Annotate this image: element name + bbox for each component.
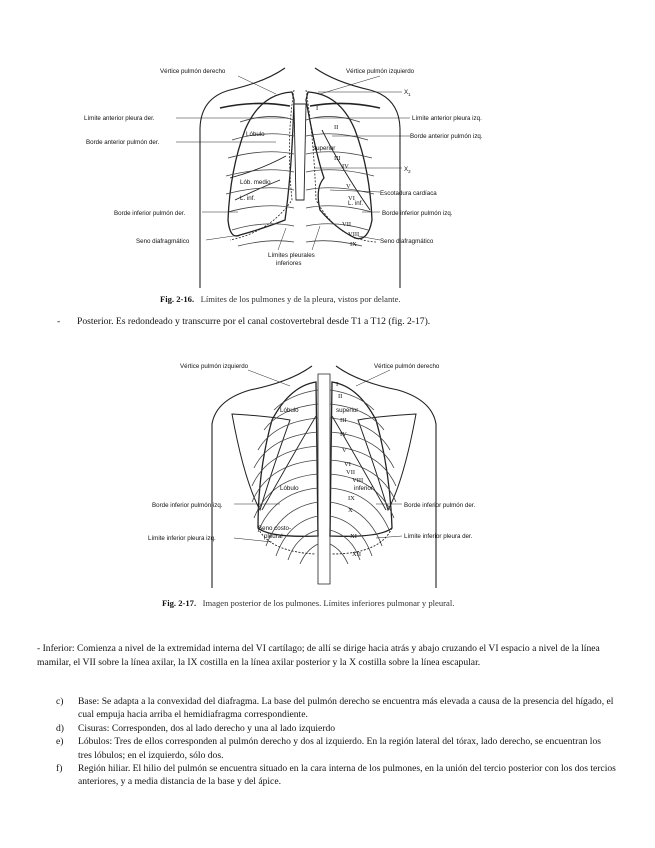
label-lobe-lower2: inferior [354,485,373,492]
anterior-lungs-illustration [80,60,500,290]
label-border-inf-left: Borde inferior pulmón izq. [152,502,223,509]
label-lobe-upper: Lóbulo [280,407,299,414]
rib-label: I [316,105,319,112]
label-apex-right: Vértice pulmón derecho [374,363,440,370]
label-apex-right: Vértice pulmón derecho [160,68,226,75]
label-lobe-upper2: superior [313,145,336,152]
label-sinus-2: pleural [264,533,283,540]
rib-label: IX [348,495,355,502]
rib-label: XI [350,533,357,540]
rib-label: VIII [352,477,364,484]
item-marker: c) [56,696,64,707]
label-sinus: Seno costo- [258,525,292,532]
figure-anterior-lungs [80,60,500,290]
item-text: Región hiliar. El hilio del pulmón se encuentra situado en la cara interna de los pulmones, en la unión del tercio posterior con los dos tercios anteriores, y a media distancia de la base y del ápice. [78,763,616,788]
caption-number: Fig. 2-17. [162,598,197,608]
label-border-inf-left: Borde inferior pulmón izq. [382,210,453,217]
list-item [56,695,616,722]
label-cardiac-notch: Escotadura cardíaca [380,190,437,197]
rib-label: VIII [348,231,360,238]
label-lobe-upper2: superior [336,407,359,414]
label-border-ant-left: Borde anterior pulmón izq. [410,133,483,140]
label-border-inf-right: Borde inferior pulmón der. [114,210,186,217]
rib-label: IV [342,163,349,170]
rib-label: III [334,155,341,162]
label-lobe-middle: Lób. medio [240,179,271,186]
rib-label: X [348,507,353,514]
label-x1: $X_1$ [404,89,411,97]
rib-label: VII [346,469,356,476]
rib-label: VII [342,221,352,228]
rib-label: III [340,417,347,424]
rib-label: XII [352,551,362,558]
list-item [56,722,616,735]
label-pleura-ant-right: Límite anterior pleura der. [84,115,155,122]
inferior-paragraph: - Inferior: Comienza a nivel de la extremidad interna del VI cartílago; de allí se dirige hacia atrás y abajo cruzando el VI espacio a nivel de la línea mamilar, el VII sobre la línea axilar, la IX costilla en la línea axilar posterior y la X costilla sobre la línea escapular. [37,643,600,668]
item-text: Lóbulos: Tres de ellos corresponden al pulmón derecho y dos al izquierdo. En la región lateral del tórax, lado derecho, se encuentran los tres lóbulos; en el izquierdo, sólo dos. [78,736,601,761]
rib-label: V [342,447,347,454]
rib-label: II [334,124,339,131]
label-border-inf-right: Borde inferior pulmón der. [404,502,476,509]
caption-number: Fig. 2-16. [160,294,195,304]
label-pleural-limits-2: inferiores [276,260,302,267]
posterior-line [57,316,430,327]
list-item [56,762,616,789]
item-marker: d) [56,722,64,734]
label-sinus-left: Seno diafragmático [380,238,434,245]
label-pleural-limits: Límites pleurales [268,252,315,259]
caption-text: Límites de los pulmones y de la pleura, vistos por delante. [200,294,401,304]
posterior-lungs-illustration [140,360,520,592]
rib-label: IX [350,241,357,248]
item-text: Base: Se adapta a la convexidad del diafragma. La base del pulmón derecho se encuentra más elevada a causa de la presencia del hígado, el cual empuja hacia arriba el hemidiafragma correspondiente. [78,696,614,721]
label-pleura-inf-left: Límite inferior pleura izq. [148,535,216,542]
rib-label: II [338,393,343,400]
label-apex-left: Vértice pulmón izquierdo [180,363,249,370]
rib-label: VI [344,461,351,468]
label-border-ant-right: Borde anterior pulmón der. [86,139,160,146]
item-text: Cisuras: Corresponden, dos al lado derecho y una al lado izquierdo [78,722,336,734]
label-lobe-inf-left: L. inf. [348,200,364,207]
label-x2: $X_2$ [404,166,411,174]
figure-caption-2-16 [160,294,401,304]
label-lobe-lower: Lóbulo [280,485,299,492]
item-marker: e) [56,736,64,748]
list-item [56,735,616,762]
item-marker: f) [56,763,63,775]
bullet-dash: - [57,316,61,327]
rib-label: IV [340,431,347,438]
rib-label: V [346,183,351,190]
label-pleura-inf-right: Límite inferior pleura der. [404,533,473,540]
label-lobe-inf-right: L. inf. [240,195,256,202]
posterior-text: Posterior. Es redondeado y transcurre por el canal costovertebral desde T1 a T12 (fig. 2-17). [77,316,431,327]
label-pleura-ant-left: Límite anterior pleura izq. [412,115,482,122]
rib-label: I [336,381,339,388]
label-lobe-upper: Lóbulo [246,131,265,138]
label-sinus-right: Seno diafragmático [136,238,190,245]
figure-posterior-lungs [140,360,520,592]
caption-text: Imagen posterior de los pulmones. Límites inferiores pulmonar y pleural. [202,598,455,608]
figure-caption-2-17 [162,598,454,608]
rib-label: VI [348,195,355,202]
lettered-list [56,695,616,789]
label-apex-left: Vértice pulmón izquierdo [346,68,415,75]
